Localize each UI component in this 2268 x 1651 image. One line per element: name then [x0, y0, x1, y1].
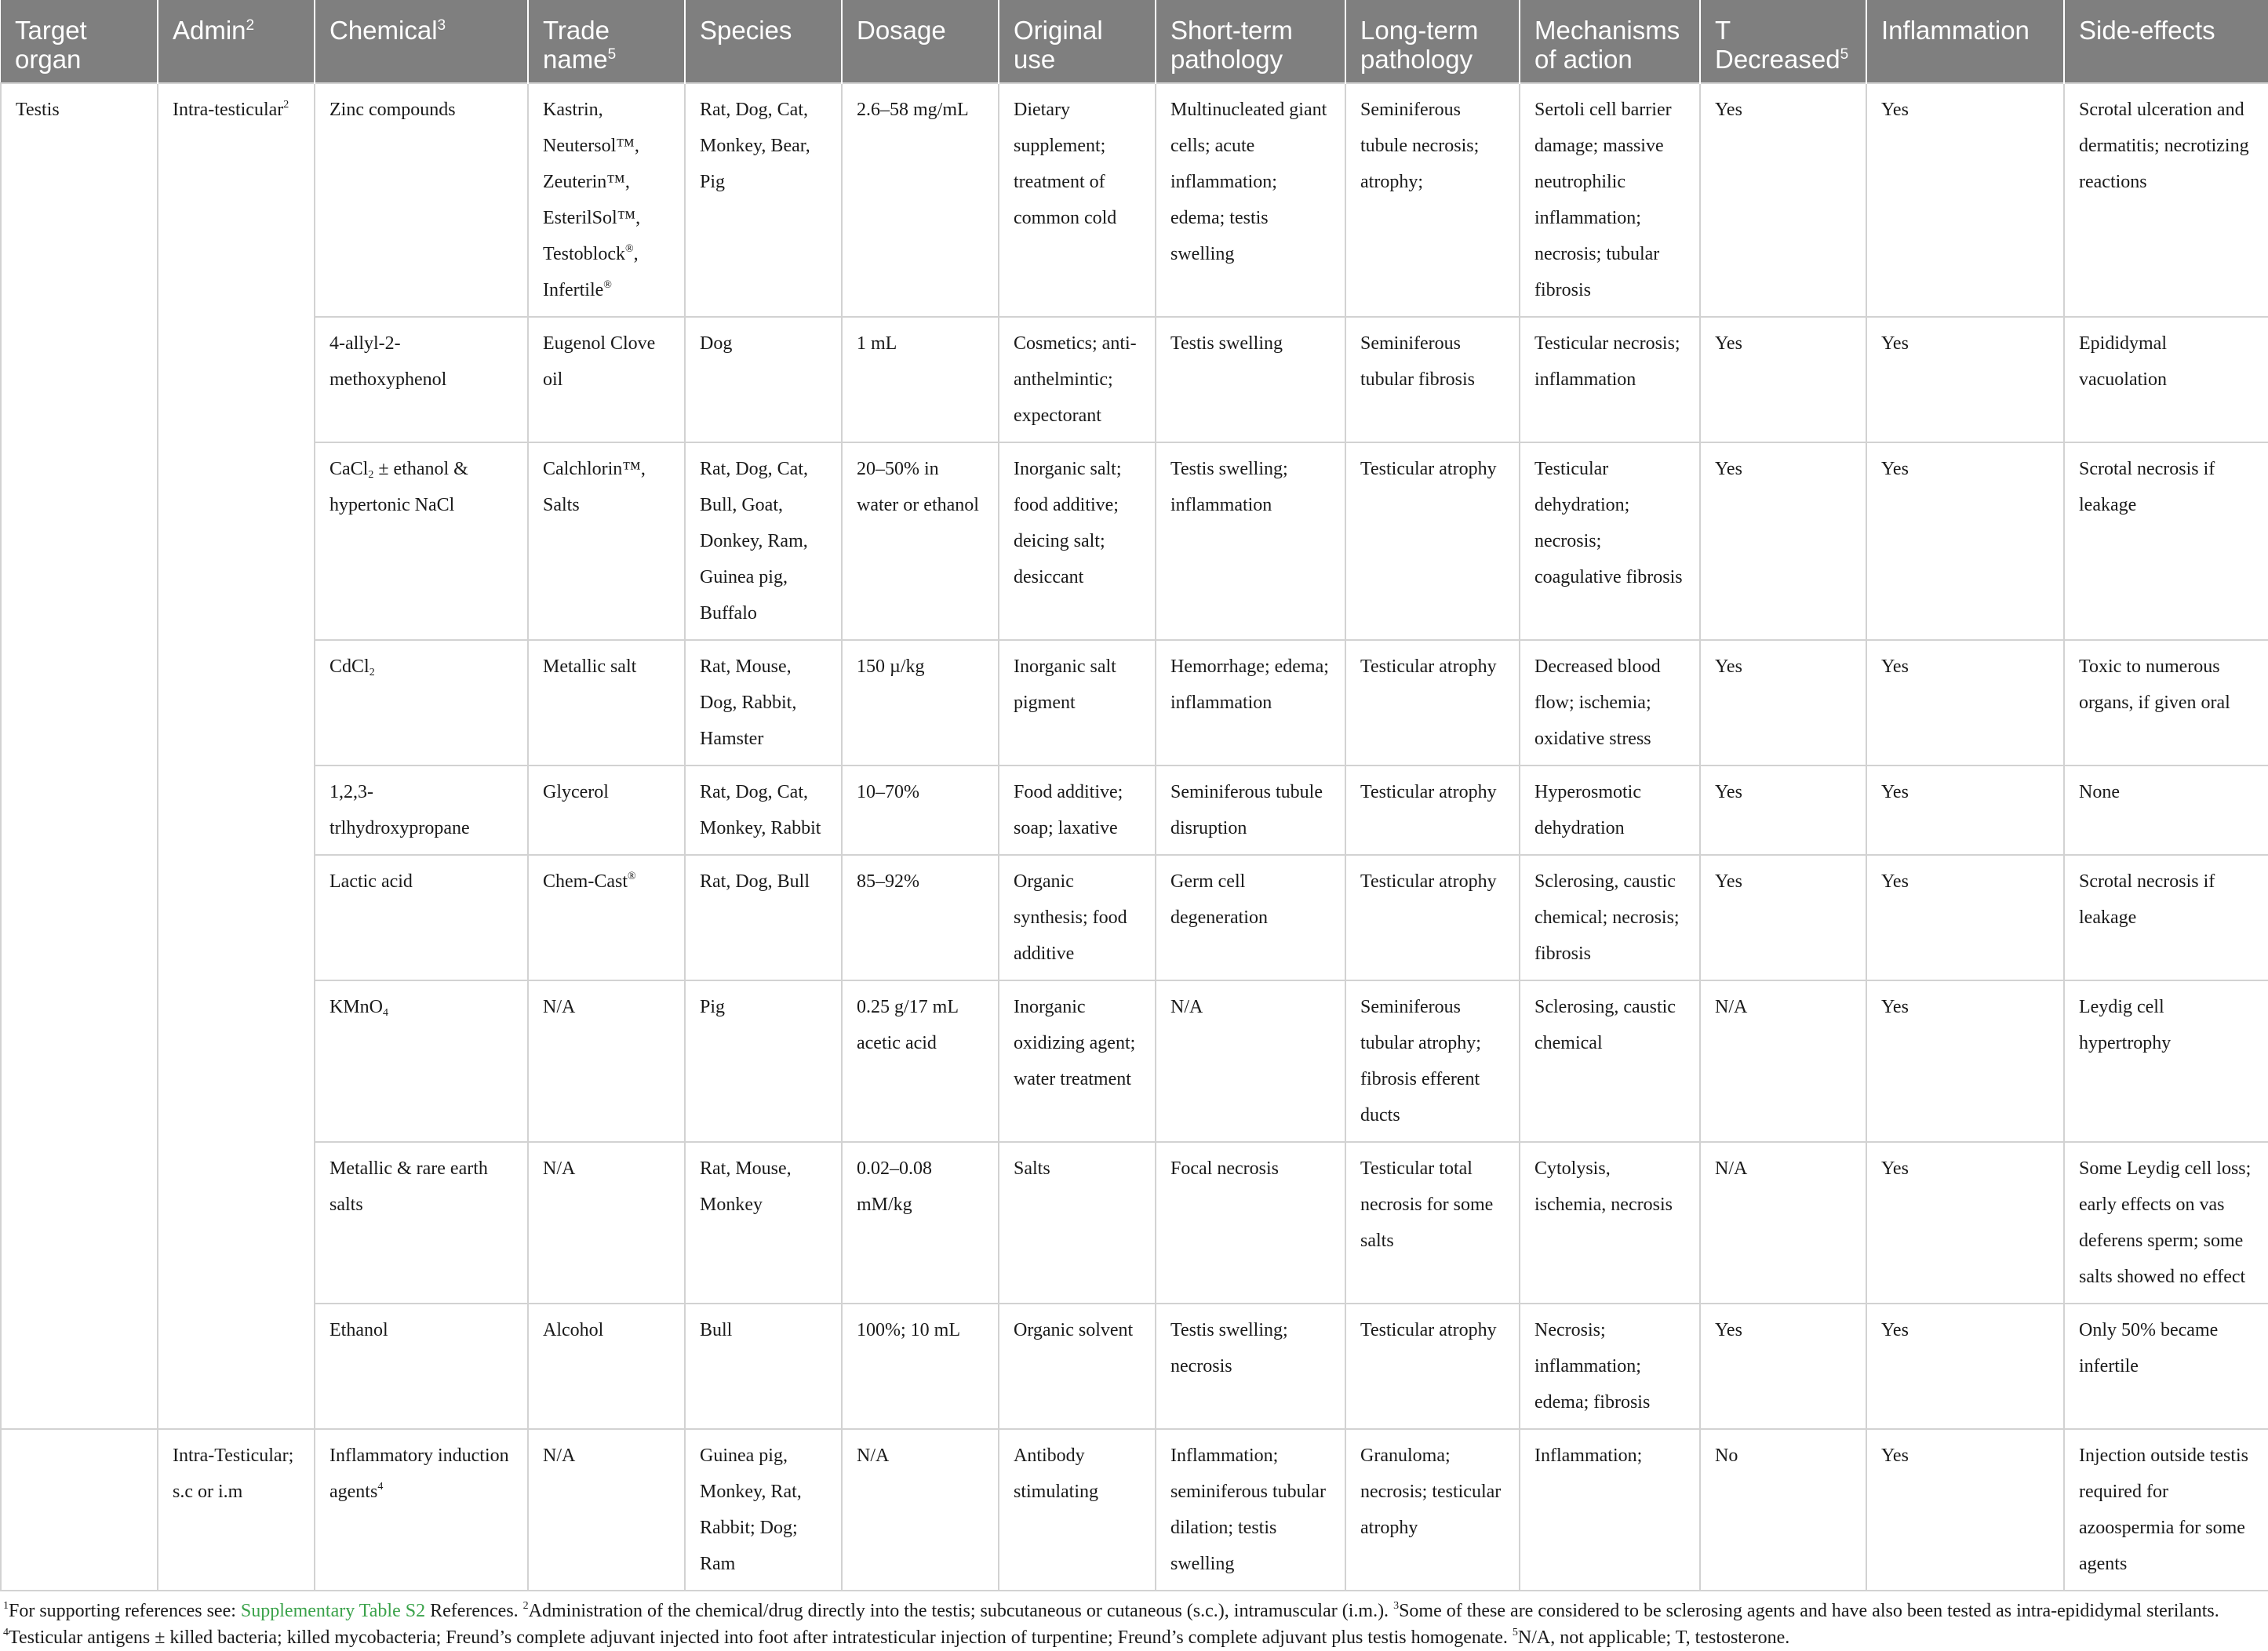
cell-short-term: Multinucleated giant cells; acute inflammation; edema; testis swelling	[1156, 83, 1345, 317]
cell-long-term: Granuloma; necrosis; testicular atrophy	[1345, 1429, 1520, 1591]
cell-chemical: 1,2,3-trlhydroxypropane	[315, 765, 528, 855]
cell-trade-name: N/A	[528, 980, 685, 1142]
table-row	[1, 317, 2268, 442]
cell-chemical: Ethanol	[315, 1304, 528, 1429]
cell-side-effects: Scrotal necrosis if leakage	[2064, 855, 2268, 980]
cell-short-term: Testis swelling	[1156, 317, 1345, 442]
cell-target-organ: Testis	[1, 83, 158, 1429]
cell-t-decreased: Yes	[1700, 855, 1866, 980]
cell-admin: Intra-testicular$^2$	[158, 83, 315, 1429]
cell-inflammation: Yes	[1866, 442, 2064, 640]
cell-dosage: 0.25 g/17 mL acetic acid	[842, 980, 999, 1142]
cell-t-decreased: Yes	[1700, 640, 1866, 765]
cell-t-decreased: N/A	[1700, 1142, 1866, 1304]
cell-t-decreased: No	[1700, 1429, 1866, 1591]
cell-t-decreased: N/A	[1700, 980, 1866, 1142]
cell-mechanisms: Inflammation;	[1520, 1429, 1700, 1591]
cell-trade-name: N/A	[528, 1429, 685, 1591]
cell-long-term: Testicular atrophy	[1345, 442, 1520, 640]
cell-mechanisms: Testicular dehydration; necrosis; coagulative fibrosis	[1520, 442, 1700, 640]
cell-chemical: KMnO$_4$	[315, 980, 528, 1142]
table-row	[1, 1142, 2268, 1304]
cell-inflammation: Yes	[1866, 765, 2064, 855]
cell-t-decreased: Yes	[1700, 1304, 1866, 1429]
cell-side-effects: Only 50% became infertile	[2064, 1304, 2268, 1429]
cell-mechanisms: Cytolysis, ischemia, necrosis	[1520, 1142, 1700, 1304]
cell-side-effects: None	[2064, 765, 2268, 855]
cell-side-effects: Scrotal ulceration and dermatitis; necrotizing reactions	[2064, 83, 2268, 317]
cell-dosage: 2.6–58 mg/mL	[842, 83, 999, 317]
cell-inflammation: Yes	[1866, 1429, 2064, 1591]
cell-mechanisms: Sclerosing, caustic chemical; necrosis; fibrosis	[1520, 855, 1700, 980]
cell-long-term: Seminiferous tubular fibrosis	[1345, 317, 1520, 442]
cell-chemical: Lactic acid	[315, 855, 528, 980]
cell-mechanisms: Sclerosing, caustic chemical	[1520, 980, 1700, 1142]
cell-long-term: Seminiferous tubular atrophy; fibrosis efferent ducts	[1345, 980, 1520, 1142]
cell-chemical: Metallic & rare earth salts	[315, 1142, 528, 1304]
cell-mechanisms: Hyperosmotic dehydration	[1520, 765, 1700, 855]
header-trade-name: Trade name$^5$	[528, 0, 685, 83]
cell-dosage: 1 mL	[842, 317, 999, 442]
cell-chemical: 4-allyl-2-methoxyphenol	[315, 317, 528, 442]
table-row	[1, 1304, 2268, 1429]
cell-long-term: Testicular atrophy	[1345, 640, 1520, 765]
cell-dosage: 20–50% in water or ethanol	[842, 442, 999, 640]
cell-long-term: Testicular total necrosis for some salts	[1345, 1142, 1520, 1304]
cell-inflammation: Yes	[1866, 1142, 2064, 1304]
header-species: Species	[685, 0, 842, 83]
cell-mechanisms: Decreased blood flow; ischemia; oxidative stress	[1520, 640, 1700, 765]
cell-short-term: Focal necrosis	[1156, 1142, 1345, 1304]
cell-mechanisms: Sertoli cell barrier damage; massive neutrophilic inflammation; necrosis; tubular fibrosis	[1520, 83, 1700, 317]
table-row	[1, 765, 2268, 855]
cell-side-effects: Some Leydig cell loss; early effects on vas deferens sperm; some salts showed no effect	[2064, 1142, 2268, 1304]
cell-side-effects: Injection outside testis required for azoospermia for some agents	[2064, 1429, 2268, 1591]
header-short-term: Short-term pathology	[1156, 0, 1345, 83]
cell-original-use: Organic solvent	[999, 1304, 1156, 1429]
cell-side-effects: Leydig cell hypertrophy	[2064, 980, 2268, 1142]
cell-long-term: Testicular atrophy	[1345, 1304, 1520, 1429]
table-row	[1, 1429, 2268, 1591]
cell-trade-name: Glycerol	[528, 765, 685, 855]
cell-short-term: Hemorrhage; edema; inflammation	[1156, 640, 1345, 765]
cell-mechanisms: Testicular necrosis; inflammation	[1520, 317, 1700, 442]
cell-species: Pig	[685, 980, 842, 1142]
cell-t-decreased: Yes	[1700, 765, 1866, 855]
cell-short-term: N/A	[1156, 980, 1345, 1142]
cell-original-use: Antibody stimulating	[999, 1429, 1156, 1591]
cell-dosage: N/A	[842, 1429, 999, 1591]
cell-short-term: Testis swelling; necrosis	[1156, 1304, 1345, 1429]
cell-dosage: 0.02–0.08 mM/kg	[842, 1142, 999, 1304]
cell-species: Rat, Dog, Cat, Monkey, Rabbit	[685, 765, 842, 855]
cell-side-effects: Epididymal vacuolation	[2064, 317, 2268, 442]
header-mechanisms: Mechanisms of action	[1520, 0, 1700, 83]
cell-short-term: Seminiferous tubule disruption	[1156, 765, 1345, 855]
cell-trade-name: Chem-Cast®	[528, 855, 685, 980]
cell-inflammation: Yes	[1866, 1304, 2064, 1429]
cell-original-use: Inorganic salt pigment	[999, 640, 1156, 765]
cell-species: Rat, Dog, Bull	[685, 855, 842, 980]
table-row	[1, 442, 2268, 640]
cell-long-term: Testicular atrophy	[1345, 855, 1520, 980]
table-header	[1, 0, 2268, 83]
cell-inflammation: Yes	[1866, 317, 2064, 442]
cell-chemical: Inflammatory induction agents$^4$	[315, 1429, 528, 1591]
cell-species: Rat, Mouse, Monkey	[685, 1142, 842, 1304]
header-long-term: Long-term pathology	[1345, 0, 1520, 83]
cell-original-use: Dietary supplement; treatment of common cold	[999, 83, 1156, 317]
cell-species: Rat, Dog, Cat, Bull, Goat, Donkey, Ram, Guinea pig, Buffalo	[685, 442, 842, 640]
cell-short-term: Testis swelling; inflammation	[1156, 442, 1345, 640]
cell-trade-name: Alcohol	[528, 1304, 685, 1429]
cell-side-effects: Scrotal necrosis if leakage	[2064, 442, 2268, 640]
cell-original-use: Food additive; soap; laxative	[999, 765, 1156, 855]
table-footnotes: $^1$For supporting references see: Supplementary Table S2 References. $^2$Administration of the chemical/drug directly into the testis; subcutaneous or cutaneous (s.c.), intramuscular (i.m.). $^3$Some of these are considered to be sclerosing agents and have also been tested as intra-epididymal sterilants. $^4$Testicular antigens ± killed bacteria; killed mycobacteria; Freund’s complete adjuvant injected into foot after intratesticular injection of turpentine; Freund’s complete adjuvant plus testis homogenate. $^5$N/A, not applicable; T, testosterone.	[3, 1600, 2219, 1648]
cell-dosage: 10–70%	[842, 765, 999, 855]
supplementary-table-link[interactable]: Supplementary Table S2	[240, 1601, 426, 1621]
table-row	[1, 855, 2268, 980]
header-original-use: Original use	[999, 0, 1156, 83]
cell-admin: Intra-Testicular; s.c or i.m	[158, 1429, 315, 1591]
cell-species: Dog	[685, 317, 842, 442]
header-t-decreased: T Decreased$^5$	[1700, 0, 1866, 83]
cell-species: Rat, Dog, Cat, Monkey, Bear, Pig	[685, 83, 842, 317]
cell-trade-name: Eugenol Clove oil	[528, 317, 685, 442]
cell-chemical: Zinc compounds	[315, 83, 528, 317]
cell-long-term: Testicular atrophy	[1345, 765, 1520, 855]
cell-chemical: CaCl$_2$ ± ethanol & hypertonic NaCl	[315, 442, 528, 640]
cell-target-organ	[1, 1429, 158, 1591]
cell-short-term: Inflammation; seminiferous tubular dilation; testis swelling	[1156, 1429, 1345, 1591]
header-target-organ: Target organ	[1, 0, 158, 83]
cell-side-effects: Toxic to numerous organs, if given oral	[2064, 640, 2268, 765]
cell-t-decreased: Yes	[1700, 317, 1866, 442]
cell-original-use: Inorganic salt; food additive; deicing salt; desiccant	[999, 442, 1156, 640]
header-chemical: Chemical$^3$	[315, 0, 528, 83]
cell-original-use: Organic synthesis; food additive	[999, 855, 1156, 980]
cell-chemical: CdCl$_2$	[315, 640, 528, 765]
cell-inflammation: Yes	[1866, 640, 2064, 765]
cell-dosage: 85–92%	[842, 855, 999, 980]
cell-short-term: Germ cell degeneration	[1156, 855, 1345, 980]
cell-dosage: 100%; 10 mL	[842, 1304, 999, 1429]
cell-original-use: Inorganic oxidizing agent; water treatment	[999, 980, 1156, 1142]
cell-trade-name: Metallic salt	[528, 640, 685, 765]
cell-trade-name: Kastrin, Neutersol™, Zeuterin™, EsterilSol™, Testoblock®, Infertile®	[528, 83, 685, 317]
header-dosage: Dosage	[842, 0, 999, 83]
cell-trade-name: N/A	[528, 1142, 685, 1304]
cell-species: Bull	[685, 1304, 842, 1429]
cell-t-decreased: Yes	[1700, 442, 1866, 640]
table-row	[1, 640, 2268, 765]
cell-original-use: Salts	[999, 1142, 1156, 1304]
table-row	[1, 980, 2268, 1142]
cell-original-use: Cosmetics; anti-anthelmintic; expectorant	[999, 317, 1156, 442]
cell-species: Guinea pig, Monkey, Rat, Rabbit; Dog; Ram	[685, 1429, 842, 1591]
cell-long-term: Seminiferous tubule necrosis; atrophy;	[1345, 83, 1520, 317]
cell-dosage: 150 µ/kg	[842, 640, 999, 765]
header-inflammation: Inflammation	[1866, 0, 2064, 83]
cell-species: Rat, Mouse, Dog, Rabbit, Hamster	[685, 640, 842, 765]
cell-inflammation: Yes	[1866, 980, 2064, 1142]
cell-trade-name: Calchlorin™, Salts	[528, 442, 685, 640]
table-body	[1, 83, 2268, 1591]
table-row	[1, 83, 2268, 317]
header-admin: Admin$^2$	[158, 0, 315, 83]
cell-mechanisms: Necrosis; inflammation; edema; fibrosis	[1520, 1304, 1700, 1429]
cell-inflammation: Yes	[1866, 855, 2064, 980]
cell-inflammation: Yes	[1866, 83, 2064, 317]
cell-t-decreased: Yes	[1700, 83, 1866, 317]
header-side-effects: Side-effects	[2064, 0, 2268, 83]
